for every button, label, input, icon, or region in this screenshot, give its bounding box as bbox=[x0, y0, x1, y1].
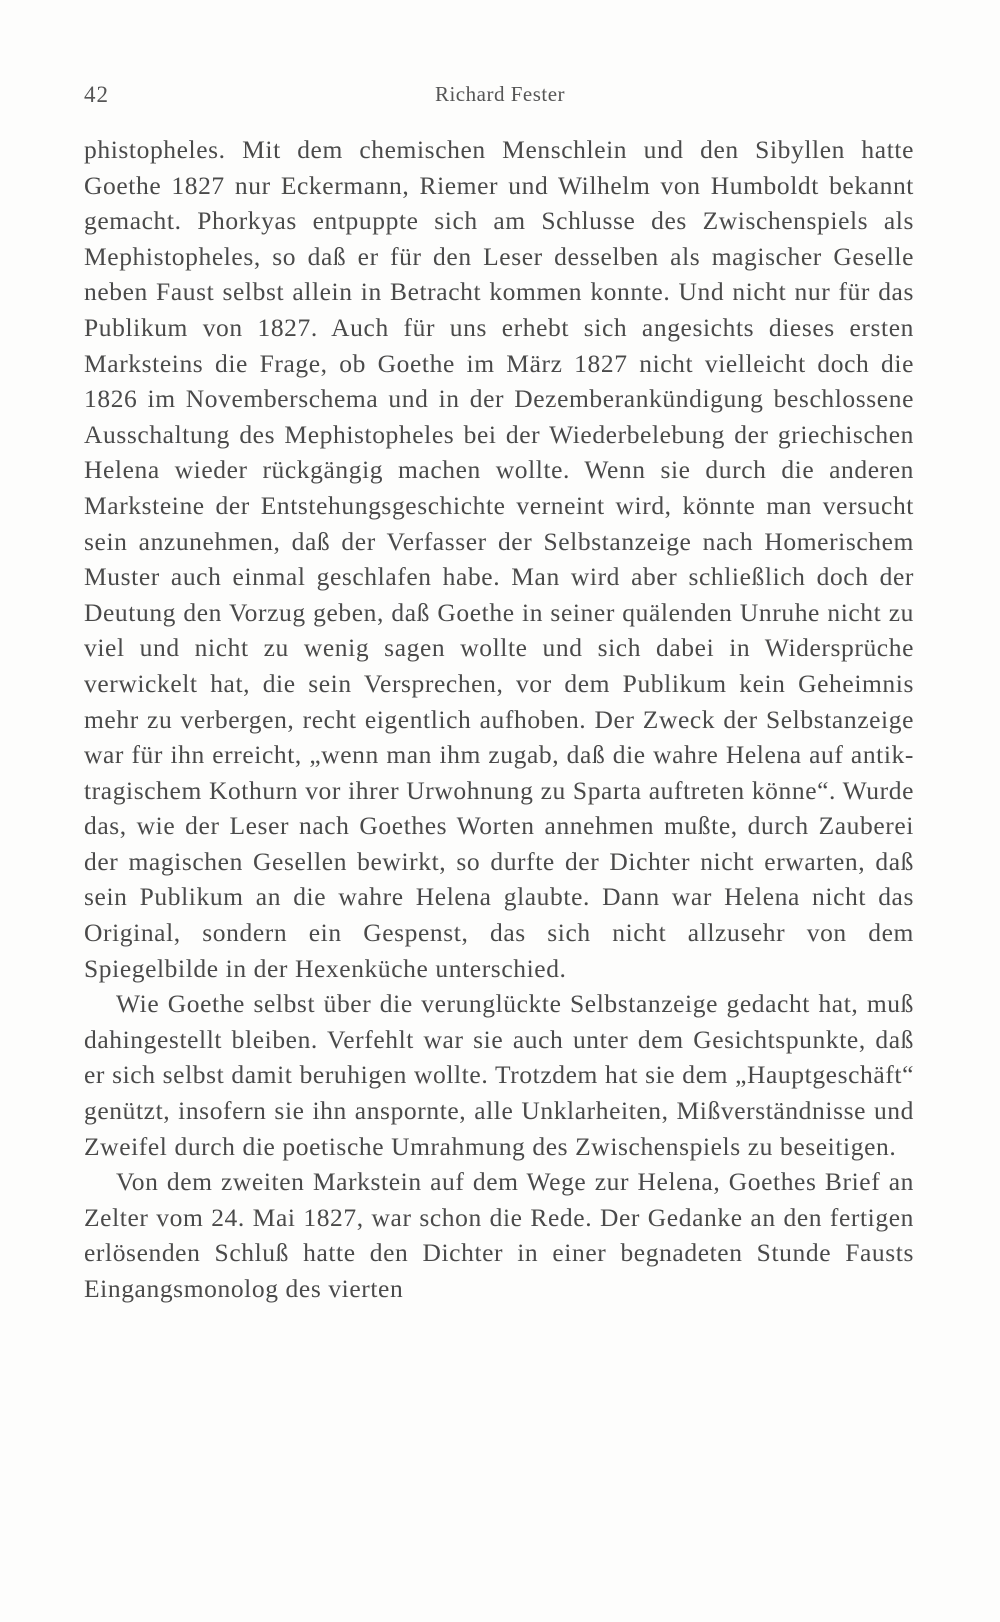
body-text bbox=[84, 132, 914, 1307]
page-header bbox=[84, 82, 916, 112]
page-number: 42 bbox=[84, 82, 109, 107]
paragraph-1: phistopheles. Mit dem chemischen Menschlein und den Sibyllen hatte Goethe 1827 nur Eckermann, Riemer und Wilhelm von Humboldt bekannt gemacht. Phorkyas entpuppte sich am Schlusse des Zwischenspiels als Mephistopheles, so daß er für den Leser desselben als magischer Geselle neben Faust selbst allein in Betracht kommen konnte. Und nicht nur für das Publikum von 1827. Auch für uns erhebt sich angesichts dieses ersten Marksteins die Frage, ob Goethe im März 1827 nicht vielleicht doch die 1826 im Novemberschema und in der Dezemberankündigung beschlossene Ausschaltung des Mephistopheles bei der Wiederbelebung der griechischen Helena wieder rückgängig machen wollte. Wenn sie durch die anderen Marksteine der Entstehungsgeschichte verneint wird, könnte man versucht sein anzunehmen, daß der Verfasser der Selbstanzeige nach Homerischem Muster auch einmal geschlafen habe. Man wird aber schließlich doch der Deutung den Vorzug geben, daß Goethe in seiner quälenden Unruhe nicht zu viel und nicht zu wenig sagen wollte und sich dabei in Widersprüche verwickelt hat, die sein Versprechen, vor dem Publikum kein Geheimnis mehr zu verbergen, recht eigentlich aufhoben. Der Zweck der Selbstanzeige war für ihn erreicht, „wenn man ihm zugab, daß die wahre Helena auf antik-tragischem Kothurn vor ihrer Urwohnung zu Sparta auftreten könne“. Wurde das, wie der Leser nach Goethes Worten annehmen mußte, durch Zauberei der magischen Gesellen bewirkt, so durfte der Dichter nicht erwarten, daß sein Publikum an die wahre Helena glaubte. Dann war Helena nicht das Original, sondern ein Gespenst, das sich nicht allzusehr von dem Spiegelbilde in der Hexenküche unterschied. bbox=[84, 135, 914, 983]
paragraph-3: Von dem zweiten Markstein auf dem Wege zur Helena, Goethes Brief an Zelter vom 24. Mai 1827, war schon die Rede. Der Gedanke an den fertigen erlösenden Schluß hatte den Dichter in einer begnadeten Stunde Fausts Eingangsmonolog des vierten bbox=[84, 1167, 914, 1303]
paragraph-2: Wie Goethe selbst über die verunglückte Selbstanzeige gedacht hat, muß dahingestellt bleiben. Verfehlt war sie auch unter dem Gesichtspunkte, daß er sich selbst damit beruhigen wollte. Trotzdem hat sie dem „Hauptgeschäft“ genützt, insofern sie ihn anspornte, alle Unklarheiten, Mißverständnisse und Zweifel durch die poetische Umrahmung des Zwischenspiels zu beseitigen. bbox=[84, 989, 914, 1161]
running-head: Richard Fester bbox=[434, 82, 566, 106]
